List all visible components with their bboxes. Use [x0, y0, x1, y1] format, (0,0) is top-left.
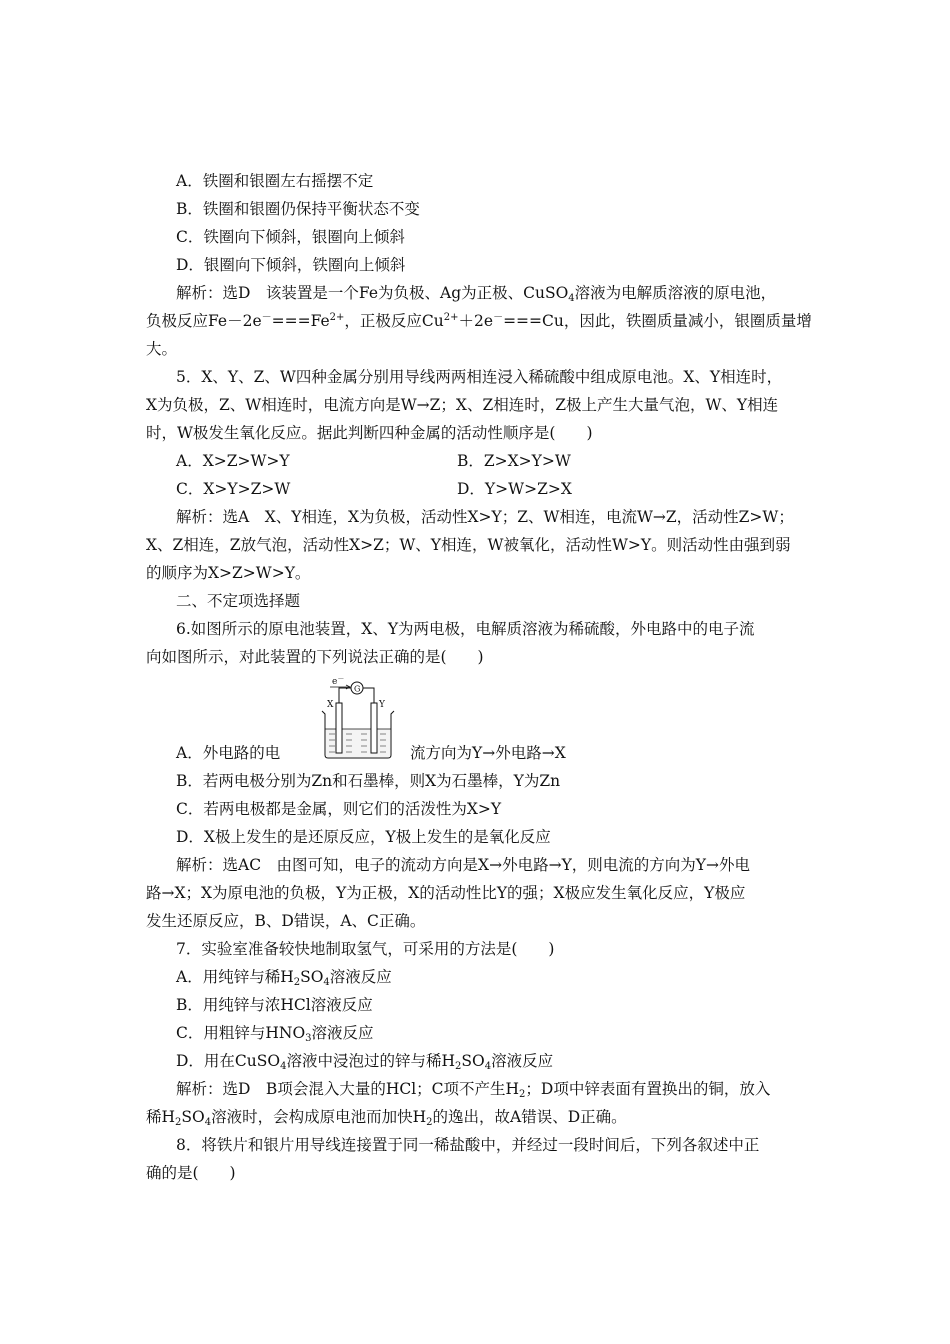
electrode-y-label: Y [379, 700, 385, 710]
q5-option-a: A．X>Z>W>Y [176, 452, 290, 470]
galvanometer-label: G [354, 684, 361, 694]
q4-analysis-line-3: 大。 [146, 340, 178, 358]
q6-stem-line-1: 6.如图所示的原电池装置，X、Y为两电极，电解质溶液为稀硫酸，外电路中的电子流 [176, 620, 755, 638]
wire-right [363, 688, 374, 703]
q4-option-d: D．银圈向下倾斜，铁圈向上倾斜 [176, 256, 406, 274]
q4-option-a: A．铁圈和银圈左右摇摆不定 [176, 172, 374, 190]
q8-stem-line-2: 确的是( ) [146, 1164, 236, 1182]
q5-analysis-line-2: X、Z相连，Z放气泡，活动性X>Z；W、Y相连，W被氧化，活动性W>Y。则活动性由强到弱 [146, 536, 791, 554]
q7-option-a: A．用纯锌与稀$H_2SO_4$溶液反应 [176, 968, 392, 988]
q7-analysis-line-1: 解析：选D B项会混入大量的HCl；C项不产生$H_2$；D项中锌表面有置换出的铜，放入 [176, 1080, 771, 1100]
galvanic-cell-diagram [316, 673, 398, 759]
q6-option-c: C．若两电极都是金属，则它们的活泼性为X>Y [176, 800, 502, 818]
q4-analysis-line-2: 负极反应$Fe-2e^-===Fe^{2+}$，正极反应$Cu^{2+}+2e^-===Cu$，因此，铁圈质量减小，银圈质量增 [146, 312, 812, 330]
electrode-y [371, 703, 377, 753]
q6-stem-line-2: 向如图所示，对此装置的下列说法正确的是( ) [146, 648, 484, 666]
q5-stem-line-2: X为负极，Z、W相连时，电流方向是W→Z；X、Z相连时，Z极上产生大量气泡，W、Y相连 [146, 396, 779, 414]
wire-left [339, 688, 351, 703]
q6-option-d: D．X极上发生的是还原反应，Y极上发生的是氧化反应 [176, 828, 551, 846]
q6-analysis-line-3: 发生还原反应，B、D错误，A、C正确。 [146, 912, 426, 930]
q5-option-d: D．Y>W>Z>X [457, 480, 572, 498]
section-title: 二、不定项选择题 [176, 592, 301, 610]
q7-analysis-line-2: 稀$H_2SO_4$溶液时，会构成原电池而加快$H_2$的逸出，故A错误、D正确。 [146, 1108, 627, 1128]
q6-option-a-part-1: A．外电路的电 [176, 744, 281, 762]
q4-option-b: B．铁圈和银圈仍保持平衡状态不变 [176, 200, 420, 218]
q4-analysis-line-1: 解析：选D 该装置是一个Fe为负极、Ag为正极、CuSO$_4$溶液为电解质溶液的原电池， [176, 284, 777, 304]
q7-option-b: B．用纯锌与浓HCl溶液反应 [176, 996, 373, 1014]
q7-option-d: D．用在CuSO$_4$溶液中浸泡过的锌与稀$H_2SO_4$溶液反应 [176, 1052, 554, 1072]
q6-option-a-part-2: 流方向为Y→外电路→X [410, 744, 566, 762]
q7-stem: 7．实验室准备较快地制取氢气，可采用的方法是( ) [176, 940, 555, 958]
q6-option-b: B．若两电极分别为Zn和石墨棒，则X为石墨棒，Y为Zn [176, 772, 561, 790]
electrode-x [336, 703, 342, 753]
electron-label: e－ [332, 675, 345, 687]
q5-option-c: C．X>Y>Z>W [176, 480, 291, 498]
q7-option-c: C．用粗锌与$HNO_3$溶液反应 [176, 1024, 374, 1044]
q5-stem-line-3: 时，W极发生氧化反应。据此判断四种金属的活动性顺序是( ) [146, 424, 593, 442]
q5-analysis-line-3: 的顺序为X>Z>W>Y。 [146, 564, 311, 582]
q4-option-c: C．铁圈向下倾斜，银圈向上倾斜 [176, 228, 405, 246]
q5-option-b: B．Z>X>Y>W [457, 452, 571, 470]
q5-analysis-line-1: 解析：选A X、Y相连，X为负极，活动性X>Y；Z、W相连，电流W→Z，活动性Z>W； [176, 508, 794, 526]
q5-stem-line-1: 5．X、Y、Z、W四种金属分别用导线两两相连浸入稀硫酸中组成原电池。X、Y相连时， [176, 368, 783, 386]
q8-stem-line-1: 8．将铁片和银片用导线连接置于同一稀盐酸中，并经过一段时间后，下列各叙述中正 [176, 1136, 760, 1154]
q6-analysis-line-2: 路→X；X为原电池的负极，Y为正极，X的活动性比Y的强；X极应发生氧化反应，Y极应 [146, 884, 746, 902]
q6-analysis-line-1: 解析：选AC 由图可知，电子的流动方向是X→外电路→Y，则电流的方向为Y→外电 [176, 856, 751, 874]
electrode-x-label: X [327, 700, 334, 710]
